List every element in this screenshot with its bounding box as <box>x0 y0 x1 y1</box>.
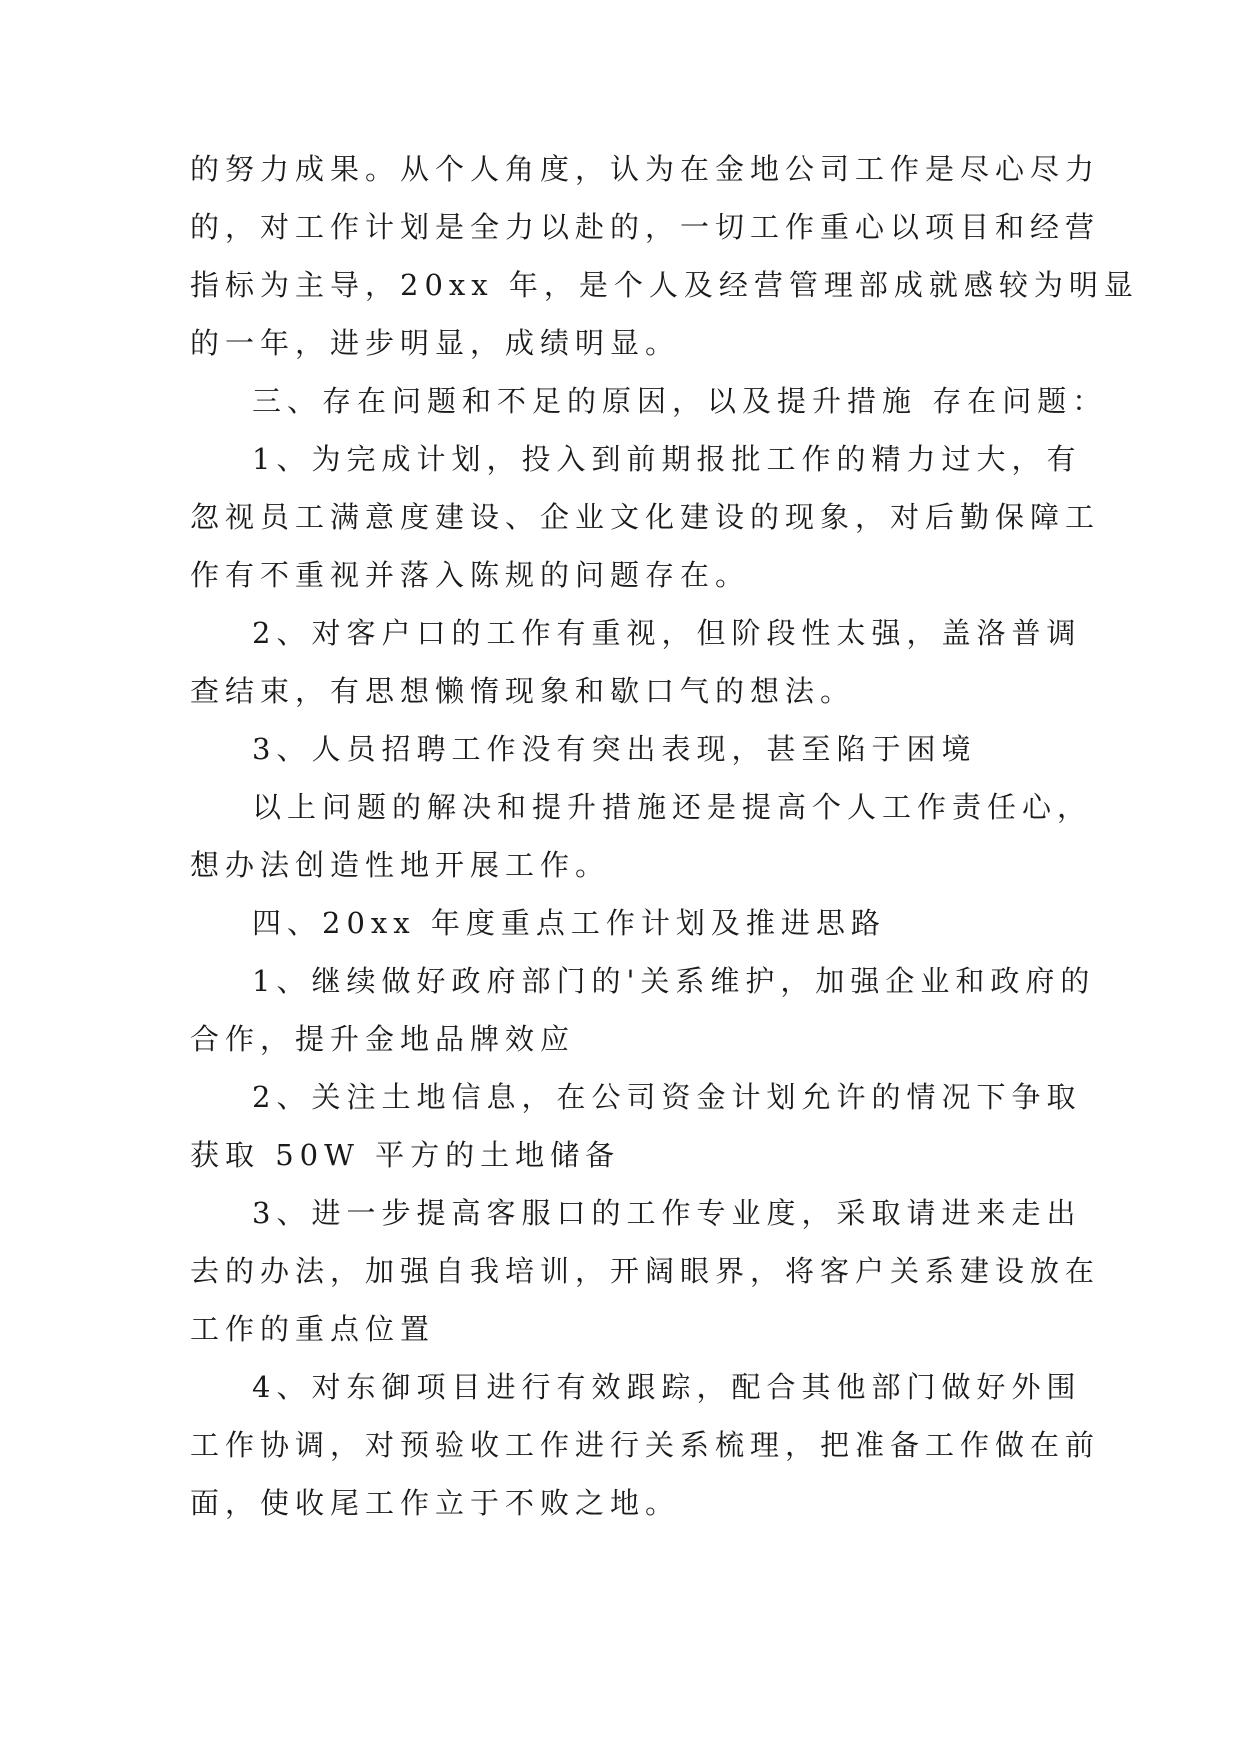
text-line: 作有不重视并落入陈规的问题存在。 <box>190 558 751 592</box>
text-line: 2、对客户口的工作有重视，但阶段性太强，盖洛普调 <box>252 616 1082 650</box>
text-line: 指标为主导，20xx 年，是个人及经营管理部成就感较为明显 <box>190 268 1139 302</box>
section-heading: 三、存在问题和不足的原因，以及提升措施 存在问题： <box>252 384 1108 418</box>
section-heading: 四、20xx 年度重点工作计划及推进思路 <box>252 906 886 940</box>
text-line: 3、进一步提高客服口的工作专业度，采取请进来走出 <box>252 1196 1082 1230</box>
text-line: 1、为完成计划，投入到前期报批工作的精力过大，有 <box>252 442 1082 476</box>
text-line: 以上问题的解决和提升措施还是提高个人工作责任心， <box>252 790 1093 824</box>
text-line: 的，对工作计划是全力以赴的，一切工作重心以项目和经营 <box>190 210 1101 244</box>
text-line: 忽视员工满意度建设、企业文化建设的现象，对后勤保障工 <box>190 500 1101 534</box>
text-line: 去的办法，加强自我培训，开阔眼界，将客户关系建设放在 <box>190 1254 1101 1288</box>
text-line: 的一年，进步明显，成绩明显。 <box>190 326 681 360</box>
text-line: 想办法创造性地开展工作。 <box>190 848 611 882</box>
text-line: 3、人员招聘工作没有突出表现，甚至陷于困境 <box>252 732 977 766</box>
text-line: 获取 50W 平方的土地储备 <box>190 1138 621 1172</box>
text-line: 的努力成果。从个人角度，认为在金地公司工作是尽心尽力 <box>190 152 1101 186</box>
text-line: 查结束，有思想懒惰现象和歇口气的想法。 <box>190 674 856 708</box>
text-line: 4、对东御项目进行有效跟踪，配合其他部门做好外围 <box>252 1370 1082 1404</box>
text-line: 面，使收尾工作立于不败之地。 <box>190 1486 681 1520</box>
text-line: 工作的重点位置 <box>190 1312 436 1346</box>
text-line: 1、继续做好政府部门的'关系维护，加强企业和政府的 <box>252 964 1096 998</box>
text-line: 工作协调，对预验收工作进行关系梳理，把准备工作做在前 <box>190 1428 1101 1462</box>
text-line: 合作，提升金地品牌效应 <box>190 1022 576 1056</box>
text-line: 2、关注土地信息，在公司资金计划允许的情况下争取 <box>252 1080 1082 1114</box>
